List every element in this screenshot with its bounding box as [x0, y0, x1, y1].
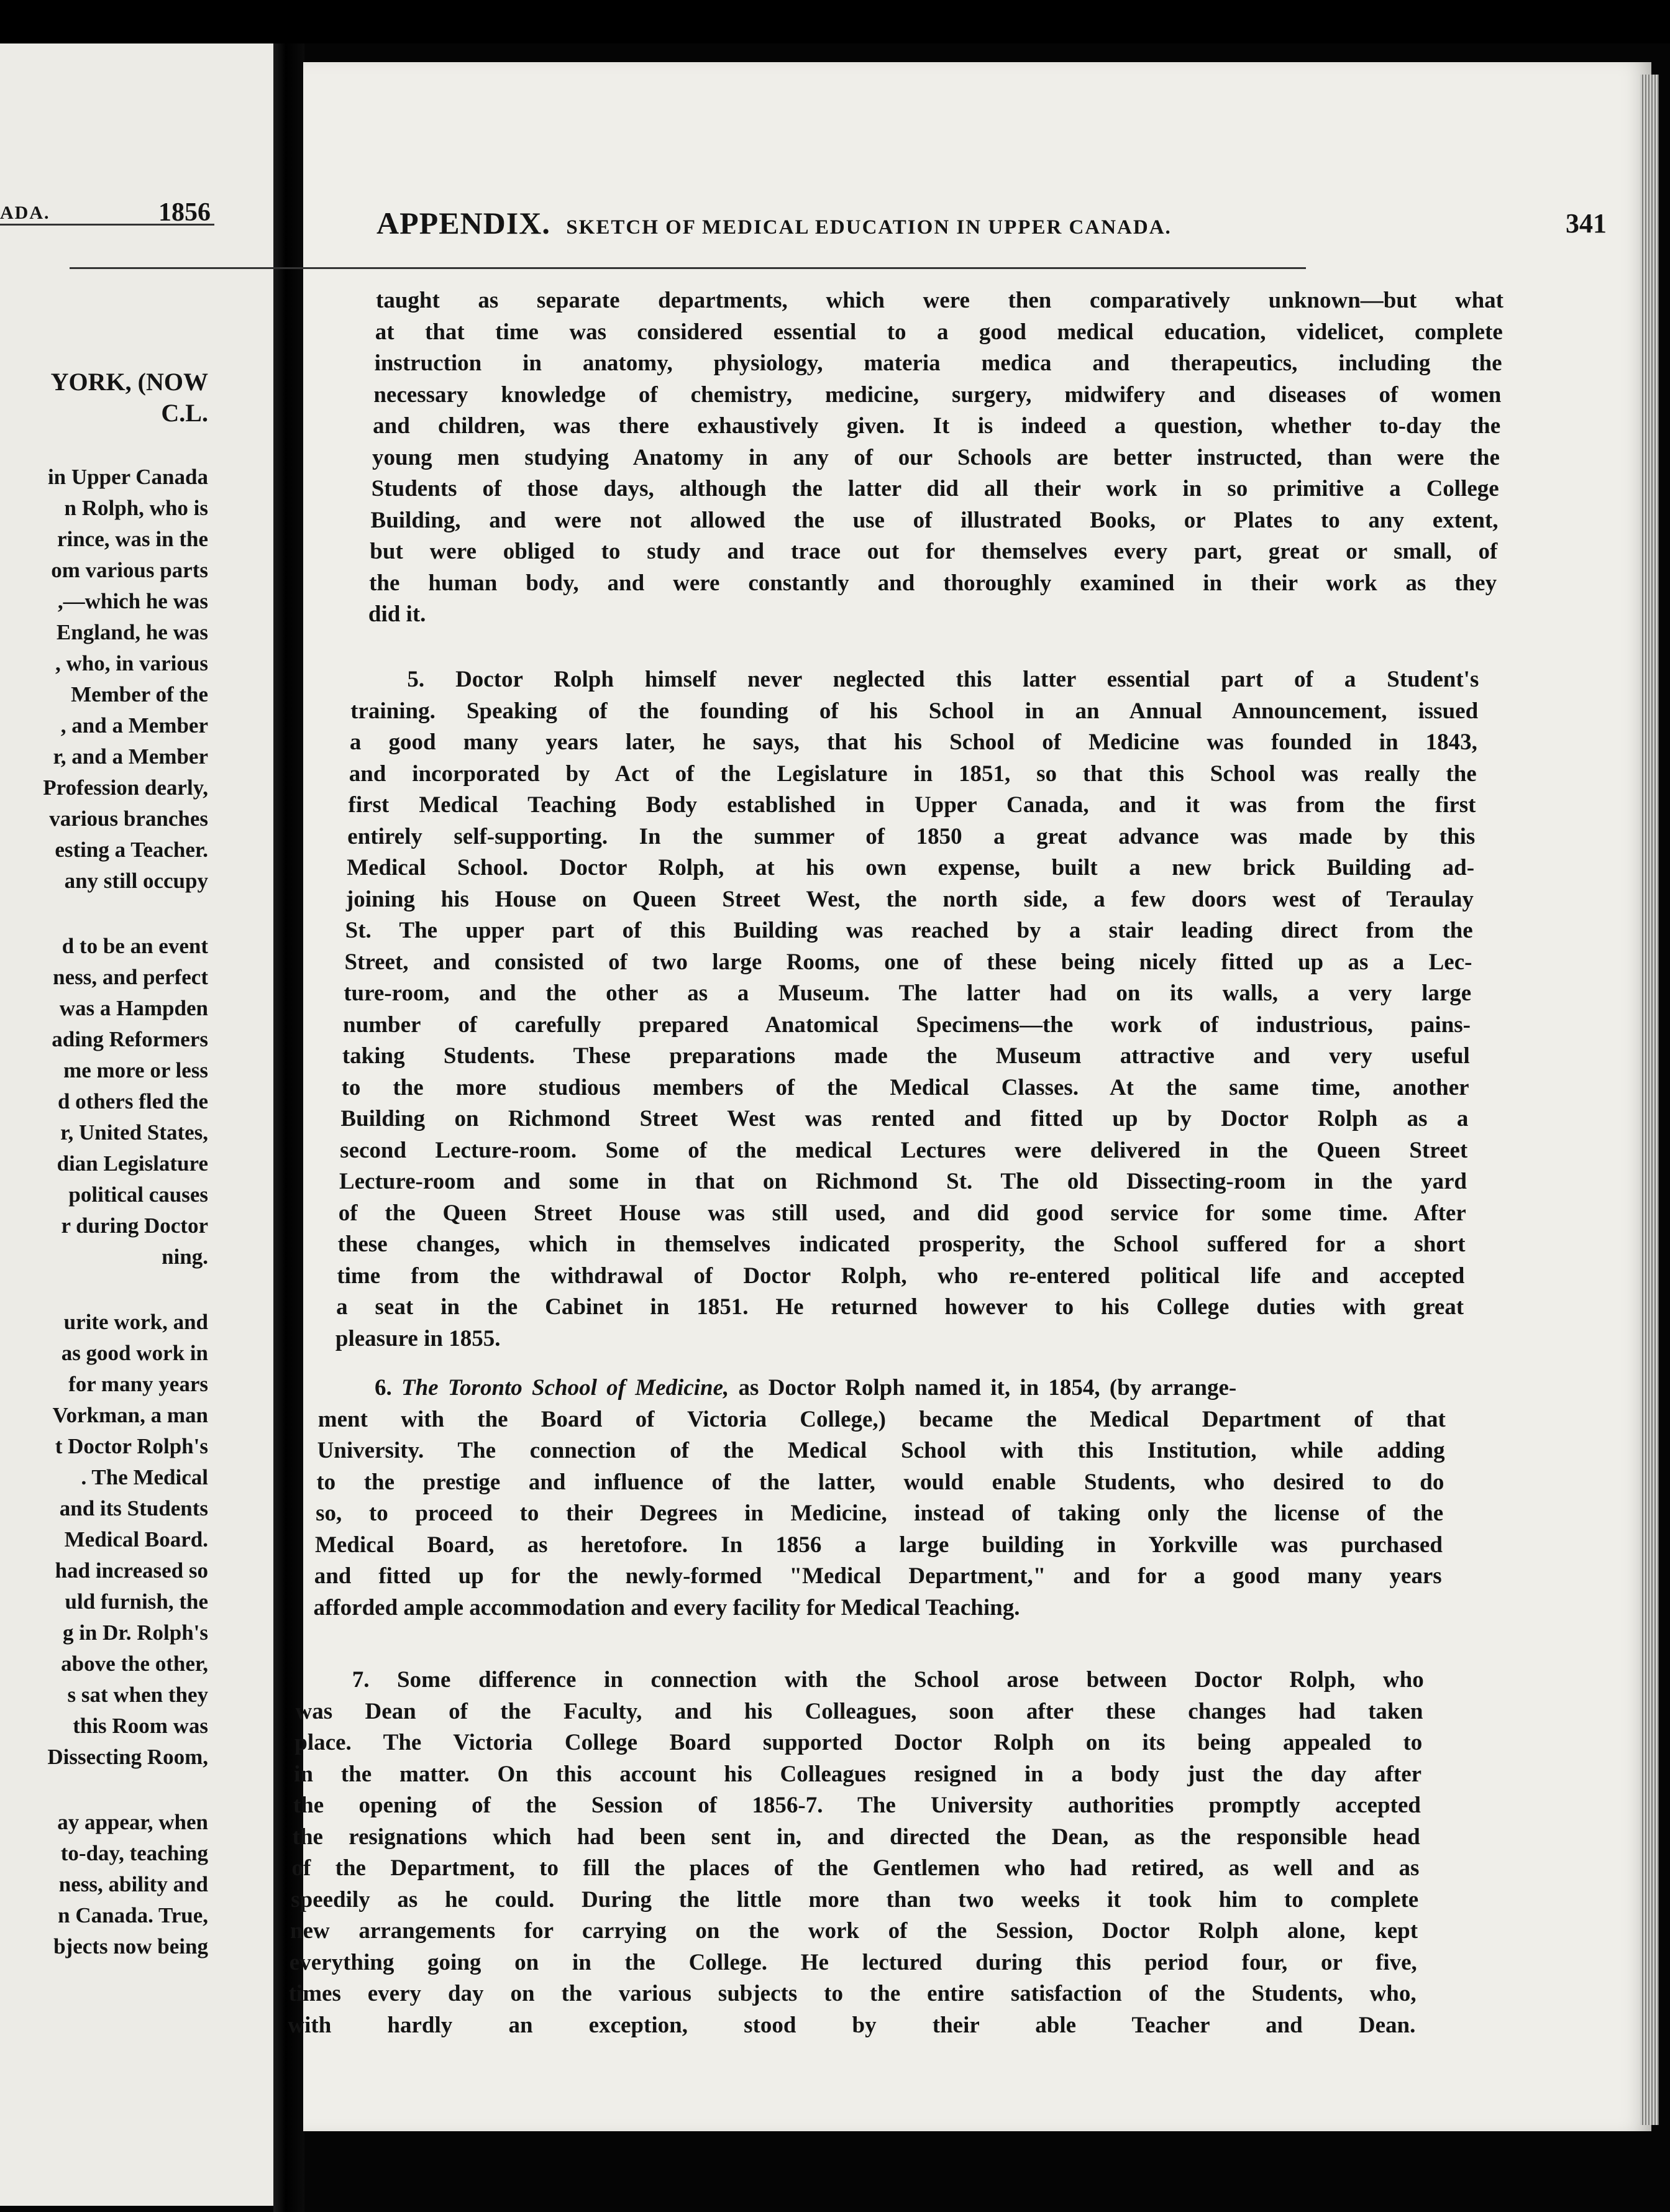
left-text-line: me more or less: [63, 1058, 208, 1082]
left-text-line: esting a Teacher.: [55, 838, 208, 862]
left-text-line: g in Dr. Rolph's: [62, 1620, 208, 1645]
left-text-line: as good work in: [61, 1341, 208, 1365]
left-text-line: for many years: [68, 1372, 208, 1396]
left-text-line: ading Reformers: [52, 1027, 208, 1051]
text-line: a seat in the Cabinet in 1851. He returned however to his College duties with great: [336, 1294, 1464, 1320]
left-facing-page: [0, 43, 273, 2206]
text-line: 5. Doctor Rolph himself never neglected this latter essential part of a Student's: [407, 667, 1479, 692]
text-line: joining his House on Queen Street West, the north side, a few doors west of Teraulay: [345, 886, 1474, 912]
text-line: with hardly an exception, stood by their able Teacher and Dean.: [288, 2012, 1416, 2038]
text-line: these changes, which in themselves indicated prosperity, the School suffered for a short: [337, 1232, 1466, 1257]
header-rule: [70, 267, 1306, 269]
text-line: a good many years later, he says, that his School of Medicine was founded in 1843,: [349, 729, 1477, 755]
left-text-line: ay appear, when: [57, 1810, 208, 1834]
text-line: taking Students. These preparations made the Museum attractive and very useful: [342, 1043, 1470, 1069]
left-text-line: rince, was in the: [57, 527, 208, 551]
text-line: the resignations which had been sent in, and directed the Dean, as the responsible head: [292, 1824, 1420, 1850]
left-text-line: r, United States,: [60, 1120, 208, 1145]
paragraph-number: 6.: [375, 1375, 401, 1401]
left-text-line: was a Hampden: [59, 996, 208, 1020]
text-fragment: as Doctor Rolph named it, in 1854, (by arrange-: [729, 1375, 1237, 1401]
text-line: was Dean of the Faculty, and his Colleagues, soon after these changes had taken: [295, 1698, 1423, 1724]
text-line: new arrangements for carrying on the work of the Session, Doctor Rolph alone, kept: [290, 1918, 1418, 1944]
left-text-line: had increased so: [55, 1558, 208, 1583]
text-line: Building, and were not allowed the use of illustrated Books, or Plates to any extent,: [370, 507, 1499, 533]
text-line: number of carefully prepared Anatomical Specimens—the work of industrious, pains-: [343, 1012, 1471, 1038]
text-line: everything going on in the College. He lectured during this period four, or five,: [289, 1949, 1417, 1975]
text-line: to the more studious members of the Medical Classes. At the same time, another: [341, 1074, 1469, 1100]
left-text-line: ,—which he was: [57, 589, 208, 613]
text-line: of the Department, to fill the places of the Gentlemen who had retired, as well and as: [291, 1855, 1420, 1881]
left-text-line: Medical Board.: [64, 1527, 208, 1552]
text-line: and children, was there exhaustively given. It is indeed a question, whether to-day the: [373, 413, 1501, 439]
left-text-line: any still occupy: [64, 869, 208, 893]
left-section-label: ADA.: [0, 203, 50, 223]
left-text-line: ness, and perfect: [53, 965, 208, 989]
text-line: 7. Some difference in connection with the School arose between Doctor Rolph, who: [352, 1667, 1424, 1693]
text-line: did it.: [368, 601, 426, 627]
appendix-title: APPENDIX.: [376, 206, 550, 240]
text-line: [319, 1376, 1446, 1399]
text-line: Lecture-room and some in that on Richmond St. The old Dissecting-room in the yard: [339, 1169, 1467, 1194]
left-running-head: [0, 162, 214, 226]
text-line: place. The Victoria College Board supported Doctor Rolph on its being appealed to: [294, 1730, 1423, 1755]
text-line: first Medical Teaching Body established in Upper Canada, and it was from the first: [348, 792, 1476, 818]
school-name-italic: The Toronto School of Medicine,: [401, 1375, 729, 1401]
text-line: the opening of the Session of 1856-7. The University authorities promptly accepted: [293, 1793, 1421, 1818]
left-text-line: in Upper Canada: [47, 465, 208, 489]
left-text-line: dian Legislature: [57, 1151, 208, 1176]
page-edges: [1640, 75, 1659, 2125]
text-line: the human body, and were constantly and thoroughly examined in their work as they: [369, 570, 1497, 596]
left-text-line: this Room was: [73, 1714, 208, 1738]
left-page-year: 1856: [158, 198, 211, 227]
text-line: ture-room, and the other as a Museum. The latter had on its walls, a very large: [344, 980, 1472, 1006]
left-text-line: England, he was: [56, 620, 208, 644]
text-line: at that time was considered essential to a good medical education, videlicet, complete: [375, 319, 1503, 345]
left-text-line: ning.: [162, 1245, 208, 1269]
text-line: necessary knowledge of chemistry, medicine, surgery, midwifery and diseases of women: [373, 382, 1502, 408]
left-text-line: n Canada. True,: [58, 1903, 208, 1927]
left-text-line: Profession dearly,: [43, 775, 208, 800]
left-text-line: r, and a Member: [53, 744, 208, 769]
left-text-line: above the other,: [61, 1652, 208, 1676]
scan-border: [0, 0, 1670, 43]
text-line: entirely self-supporting. In the summer of 1850 a great advance was made by this: [347, 823, 1476, 849]
left-text-line: Dissecting Room,: [47, 1745, 208, 1769]
text-line: speedily as he could. During the little more than two weeks it took him to complete: [291, 1886, 1419, 1913]
left-text-line: r during Doctor: [61, 1213, 208, 1238]
left-text-line: bjects now being: [53, 1934, 208, 1958]
text-line: University. The connection of the Medical School with this Institution, while adding: [317, 1438, 1445, 1463]
left-text-line: to-day, teaching: [60, 1841, 208, 1865]
text-line: ment with the Board of Victoria College,) became the Medical Department of that: [317, 1406, 1446, 1432]
text-line: time from the withdrawal of Doctor Rolph, who re-entered political life and accepted: [337, 1263, 1465, 1289]
text-line: in the matter. On this account his Colleagues resigned in a body just the day after: [294, 1761, 1422, 1787]
text-line: and fitted up for the newly-formed "Medical Department," and for a good many years: [314, 1563, 1442, 1589]
left-text-line: , and a Member: [60, 713, 208, 738]
text-line: of the Queen Street House was still used, and did good service for some time. After: [338, 1200, 1466, 1226]
left-text-line: , who, in various: [55, 651, 208, 675]
text-line: young men studying Anatomy in any of our Schools are better instructed, than were the: [372, 444, 1500, 470]
text-line: Medical Board, as heretofore. In 1856 a large building in Yorkville was purchased: [314, 1532, 1443, 1558]
text-line: pleasure in 1855.: [335, 1325, 501, 1351]
left-text-line: Member of the: [71, 682, 208, 706]
left-text-line: ness, ability and: [58, 1872, 208, 1896]
text-line: but were obliged to study and trace out for themselves every part, great or small, of: [370, 539, 1498, 564]
left-text-line: urite work, and: [63, 1310, 208, 1334]
text-line: times every day on the various subjects to the entire satisfaction of the Students, who,: [288, 1981, 1417, 2006]
left-text-line: and its Students: [59, 1496, 208, 1520]
left-text-line: t Doctor Rolph's: [55, 1434, 208, 1458]
text-line: and incorporated by Act of the Legislature in 1851, so that this School was really the: [349, 761, 1477, 787]
text-line: so, to proceed to their Degrees in Medicine, instead of taking only the license of the: [316, 1501, 1444, 1526]
left-text-line: d to be an event: [62, 934, 208, 958]
text-line: Street, and consisted of two large Rooms, one of these being nicely fitted up as a Lec-: [344, 949, 1472, 975]
left-text-line: political causes: [68, 1182, 208, 1207]
left-text-line: Vorkman, a man: [52, 1403, 208, 1427]
running-head: [376, 199, 1607, 261]
left-text-line: . The Medical: [81, 1465, 208, 1489]
text-line: Students of those days, although the latter did all their work in so primitive a College: [371, 476, 1499, 501]
text-line: afforded ample accommodation and every facility for Medical Teaching.: [313, 1594, 1020, 1620]
left-text-line: YORK, (NOW: [50, 368, 208, 396]
left-text-line: uld furnish, the: [65, 1589, 208, 1614]
text-line: instruction in anatomy, physiology, materia medica and therapeutics, including the: [374, 350, 1502, 376]
text-line: training. Speaking of the founding of his School in an Annual Announcement, issued: [350, 698, 1479, 724]
left-text-line: C.L.: [161, 399, 208, 427]
left-text-line: n Rolph, who is: [64, 496, 208, 520]
left-text-line: s sat when they: [67, 1683, 208, 1707]
text-line: Building on Richmond Street West was rented and fitted up by Doctor Rolph as a: [340, 1106, 1469, 1131]
text-line: second Lecture-room. Some of the medical Lectures were delivered in the Queen Street: [340, 1137, 1468, 1163]
text-line: to the prestige and influence of the latter, would enable Students, who desired to do: [316, 1469, 1444, 1495]
text-line: St. The upper part of this Building was reached by a stair leading direct from the: [345, 918, 1473, 943]
text-line: Medical School. Doctor Rolph, at his own expense, built a new brick Building ad-: [347, 855, 1475, 880]
appendix-subtitle: SKETCH OF MEDICAL EDUCATION IN UPPER CANADA.: [566, 216, 1172, 239]
text-line: taught as separate departments, which were then comparatively unknown—but what: [376, 288, 1503, 313]
page-number: 341: [1566, 208, 1607, 239]
left-text-line: d others fled the: [57, 1089, 208, 1113]
left-text-line: om various parts: [51, 558, 208, 582]
left-text-line: various branches: [49, 807, 208, 831]
